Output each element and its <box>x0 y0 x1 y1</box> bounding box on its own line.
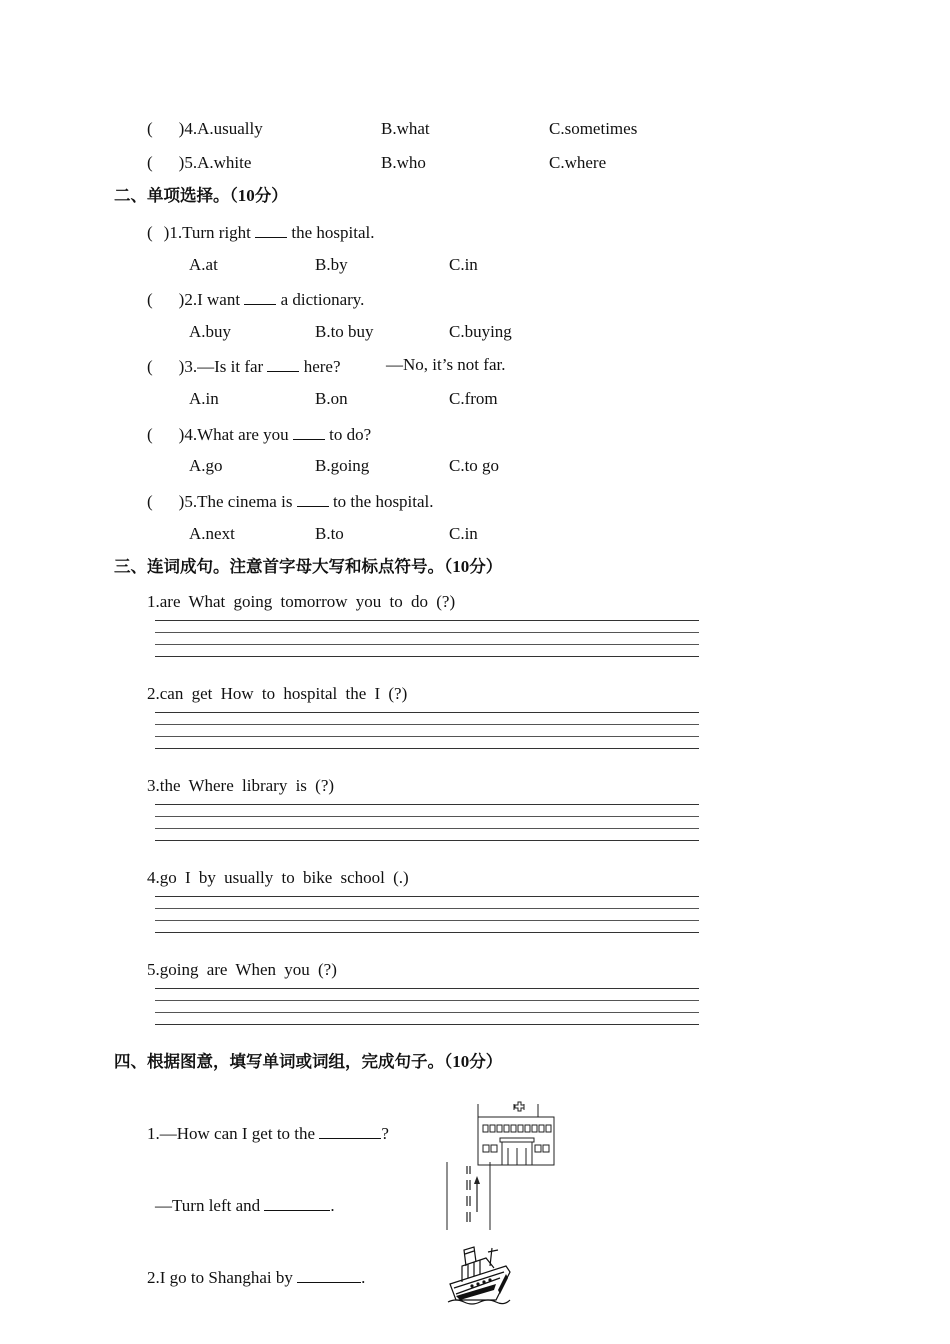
option-a: A.in <box>189 389 219 408</box>
writing-lines-3[interactable] <box>155 804 699 842</box>
question-number: )4. <box>178 119 198 138</box>
answer-blank[interactable] <box>293 424 325 440</box>
mc-question-4: ( )4.What are you to do? <box>147 425 372 444</box>
option-a: A.white <box>197 153 252 172</box>
section-4-heading: 四、根据图意，填写单词或词组，完成句子。（10分） <box>114 1052 503 1071</box>
option-b: B.what <box>381 119 430 138</box>
option-c: C.buying <box>449 322 512 341</box>
writing-lines-4[interactable] <box>155 896 699 934</box>
ship-picture <box>446 1244 514 1306</box>
option-b: B.to <box>315 524 344 543</box>
option-b: B.on <box>315 389 348 408</box>
writing-lines-2[interactable] <box>155 712 699 750</box>
section-3-heading: 三、连词成句。注意首字母大写和标点符号。（10分） <box>114 557 503 576</box>
option-c: C.sometimes <box>549 119 638 138</box>
writing-lines-5[interactable] <box>155 988 699 1026</box>
option-a: A.at <box>189 255 218 274</box>
answer-blank[interactable] <box>319 1123 381 1139</box>
option-b: B.to buy <box>315 322 374 341</box>
option-a: A.go <box>189 456 223 475</box>
answer-blank[interactable] <box>264 1195 330 1211</box>
question-number: )5. <box>178 153 198 172</box>
picture-question-2: 2.I go to Shanghai by . <box>147 1268 366 1287</box>
option-b: B.who <box>381 153 426 172</box>
picture-question-1-line-1: 1.—How can I get to the ? <box>147 1124 389 1143</box>
answer-blank[interactable] <box>255 222 287 238</box>
answer-blank[interactable] <box>297 491 329 507</box>
answer-blank[interactable] <box>297 1267 361 1283</box>
reorder-prompt-5: 5.going are When you (?) <box>147 960 337 979</box>
option-c: C.in <box>449 524 478 543</box>
writing-lines-1[interactable] <box>155 620 699 658</box>
mc-question-2: ( )2.I want a dictionary. <box>147 290 365 309</box>
reorder-prompt-1: 1.are What going tomorrow you to do (?) <box>147 592 456 611</box>
reorder-prompt-3: 3.the Where library is (?) <box>147 776 335 795</box>
question-3-reply: —No, it’s not far. <box>386 355 506 374</box>
mc-question-3: ( )3.—Is it far here? <box>147 357 341 376</box>
question-5-row <box>147 154 251 171</box>
answer-blank[interactable] <box>267 356 299 372</box>
mc-question-5: ( )5.The cinema is to the hospital. <box>147 492 434 511</box>
option-b: B.by <box>315 255 348 274</box>
reorder-prompt-2: 2.can get How to hospital the I (?) <box>147 684 408 703</box>
option-c: C.to go <box>449 456 500 475</box>
option-c: C.in <box>449 255 478 274</box>
option-a: A.buy <box>189 322 232 341</box>
option-c: C.from <box>449 389 498 408</box>
answer-paren: ( <box>147 119 153 138</box>
reorder-prompt-4: 4.go I by usually to bike school (.) <box>147 868 409 887</box>
option-a: A.next <box>189 524 235 543</box>
option-b: B.going <box>315 456 370 475</box>
mc-question-1: ( )1.Turn right the hospital. <box>147 223 375 242</box>
hospital-route-picture <box>440 1100 560 1232</box>
option-a: A.usually <box>197 119 263 138</box>
option-c: C.where <box>549 153 607 172</box>
question-4-row <box>147 120 263 137</box>
answer-blank[interactable] <box>244 289 276 305</box>
section-2-heading: 二、单项选择。（10分） <box>114 186 288 205</box>
picture-question-1-line-2: —Turn left and . <box>155 1196 335 1215</box>
answer-paren: ( <box>147 153 153 172</box>
